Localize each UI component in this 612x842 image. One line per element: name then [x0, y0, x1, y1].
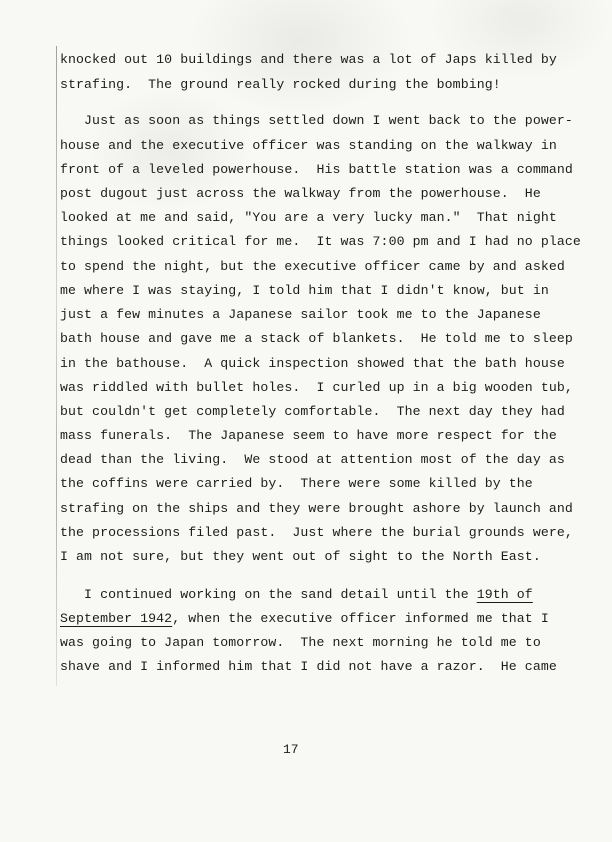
- text-line: in the bathouse. A quick inspection showed that the bath house: [60, 356, 565, 371]
- text-line: looked at me and said, "You are a very lucky man." That night: [60, 210, 557, 225]
- text-line: was going to Japan tomorrow. The next morning he told me to: [60, 635, 541, 650]
- text-line: [60, 587, 533, 603]
- text-line: the coffins were carried by. There were some killed by the: [60, 476, 533, 491]
- text-line: knocked out 10 buildings and there was a lot of Japs killed by: [60, 52, 557, 67]
- text-segment: I continued working on the sand detail until the: [60, 587, 477, 602]
- text-line: was riddled with bullet holes. I curled up in a big wooden tub,: [60, 380, 573, 395]
- page-number: 17: [283, 742, 299, 757]
- text-line: me where I was staying, I told him that I didn't know, but in: [60, 283, 549, 298]
- text-line: shave and I informed him that I did not have a razor. He came: [60, 659, 557, 674]
- text-line: to spend the night, but the executive officer came by and asked: [60, 259, 565, 274]
- text-line: strafing on the ships and they were brought ashore by launch and: [60, 501, 573, 516]
- text-line: things looked critical for me. It was 7:00 pm and I had no place: [60, 234, 581, 249]
- text-line: Just as soon as things settled down I went back to the power-: [60, 113, 573, 128]
- text-line: post dugout just across the walkway from the powerhouse. He: [60, 186, 541, 201]
- text-line: [60, 611, 549, 627]
- text-line: front of a leveled powerhouse. His battle station was a command: [60, 162, 573, 177]
- text-segment: , when the executive officer informed me that I: [172, 611, 549, 626]
- underlined-date: September 1942: [60, 611, 173, 626]
- text-line: house and the executive officer was standing on the walkway in: [60, 138, 557, 153]
- text-line: but couldn't get completely comfortable. The next day they had: [60, 404, 565, 419]
- text-line: dead than the living. We stood at attention most of the day as: [60, 452, 565, 467]
- margin-line: [56, 46, 57, 686]
- text-line: just a few minutes a Japanese sailor took me to the Japanese: [60, 307, 541, 322]
- text-line: bath house and gave me a stack of blankets. He told me to sleep: [60, 331, 573, 346]
- text-line: mass funerals. The Japanese seem to have more respect for the: [60, 428, 557, 443]
- text-line: strafing. The ground really rocked during the bombing!: [60, 77, 501, 92]
- underlined-date: 19th of: [476, 587, 533, 602]
- text-line: I am not sure, but they went out of sight to the North East.: [60, 549, 541, 564]
- text-line: the processions filed past. Just where the burial grounds were,: [60, 525, 573, 540]
